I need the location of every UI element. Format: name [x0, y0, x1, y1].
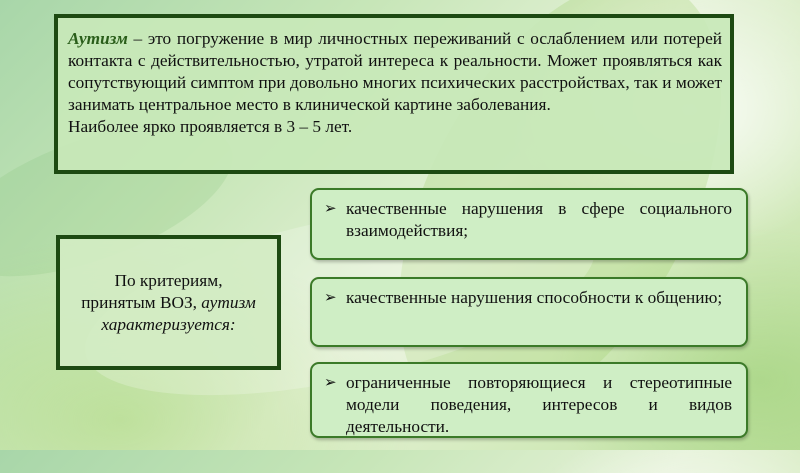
- age-line: Наиболее ярко проявляется в 3 – 5 лет.: [68, 117, 353, 136]
- criteria-line2: [81, 292, 256, 314]
- bullet-text: качественные нарушения способности к общению;: [346, 288, 723, 307]
- arrow-bullet-icon: ➢: [324, 290, 337, 306]
- definition-text: – это погружение в мир личностных переживаний с ослаблением или потерей контакта с действительностью, утратой интереса к реальности. Может проявляться как сопутствующий симптом при довольно многих психических расстройствах, так и может занимать центральное место в клинической картине заболевания.: [68, 29, 722, 114]
- arrow-bullet-icon: ➢: [324, 375, 337, 391]
- definition-paragraph: [68, 28, 722, 116]
- definition-term: Аутизм: [68, 29, 128, 48]
- bullet-text: ограниченные повторяющиеся и стереотипные модели поведения, интересов и видов деятельности.: [346, 373, 732, 436]
- bullet-card: [310, 362, 748, 438]
- arrow-bullet-icon: ➢: [324, 201, 337, 217]
- criteria-line2-prefix: принятым ВОЗ,: [81, 292, 197, 312]
- criteria-line2-italic: аутизм: [201, 292, 256, 312]
- criteria-box: [56, 235, 281, 370]
- definition-box: [54, 14, 734, 174]
- bullet-text: качественные нарушения в сфере социального взаимодействия;: [346, 199, 732, 240]
- bullet-card: [310, 188, 748, 260]
- criteria-text: [81, 270, 256, 336]
- bullet-card: [310, 277, 748, 347]
- criteria-line3: характеризуется:: [101, 314, 236, 334]
- criteria-line1: По критериям,: [114, 270, 223, 290]
